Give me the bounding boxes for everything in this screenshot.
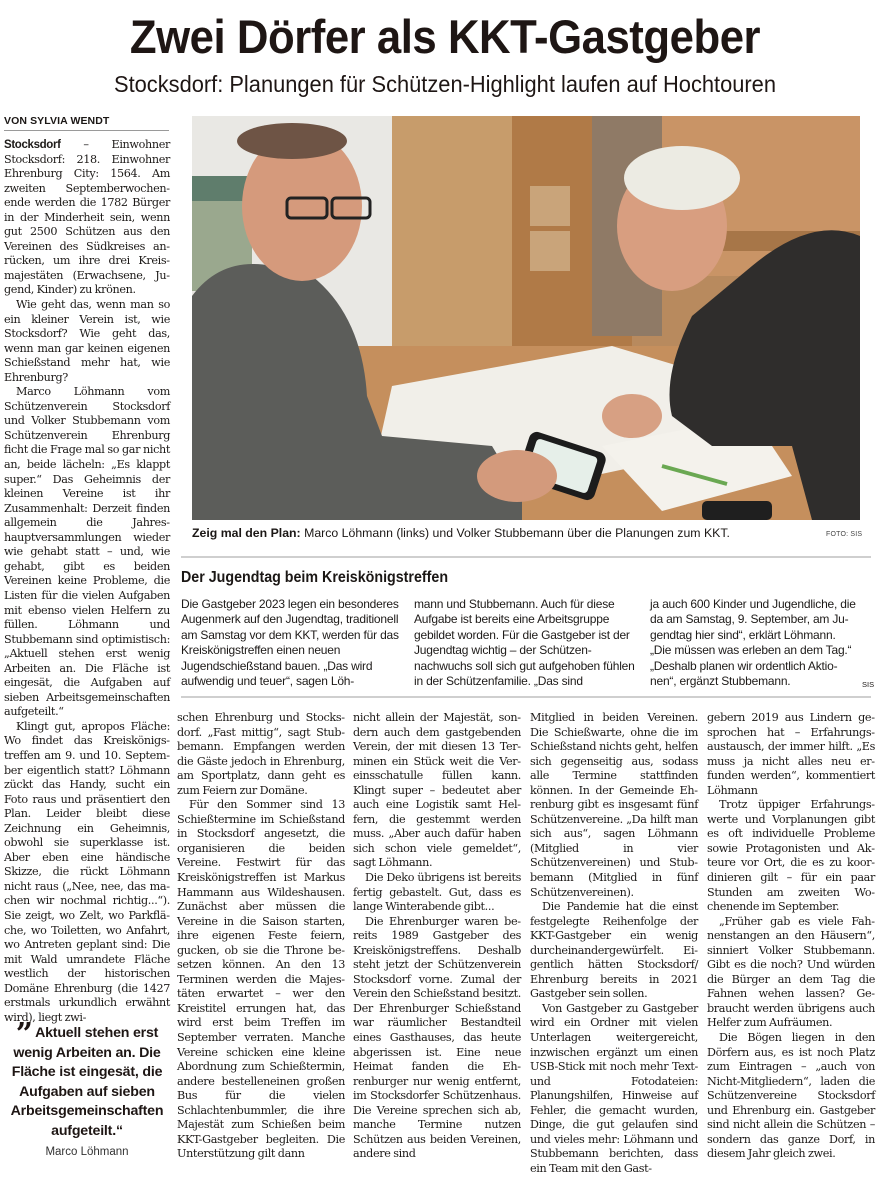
lead-text: – Einwohner Stocksdorf: 218. Einwohner Ehrenburg City: 1564. Am zweiten Septemberwochenende werden die 1782 Bürger in der Minderheit sein, wenn gut 2500 Schützen aus den Vereinen des Südkreises anrücken, um ihre drei Kreismajestäten (Erwachsene, Jugend, Kinder) zu krönen.: [4, 138, 170, 297]
infobox-bottom-divider: [181, 696, 871, 698]
paragraph: Die Deko übrigens ist bereits fertig gebastelt. Gut, dass es lange Winterabende gibt...: [353, 871, 521, 914]
infobox-title: Der Jugendtag beim Kreiskönigstreffen: [181, 569, 449, 586]
paragraph: schen Ehrenburg und Stocksdorf. „Fast mittig“, sagt Stubbemann. Empfangen werden die Gäste jedoch in Ehrenburg, am Sportplatz, dann geht es zum Feiern zur Domäne.: [177, 711, 345, 797]
quote-mark-icon: ”: [15, 1017, 31, 1052]
infobox-top-divider: [181, 556, 871, 558]
photo-illustration: [192, 116, 860, 520]
infobox-column-2: mann und Stubbemann. Auch für diese Aufgabe ist bereits eine Arbeitsgruppe gebildet worden. Für die Gastgeber ist der Jugendtag wichtig – der Schützennachwuchs soll sich gut aufgehoben fühlen in der Schützenfamilie. „Das sind: [414, 597, 635, 689]
infobox-column-3: ja auch 600 Kinder und Jugendliche, die da am Samstag, 9. September, am Jugendtag hier sind“, erklärt Löhmann. „Die müssen was erleben an dem Tag.“ „Deshalb planen wir ordentlich Aktionen“, ergänzt Stubbemann.: [650, 597, 856, 689]
paragraph: Die Pandemie hat die einst festgelegte Reihenfolge der KKT-Gastgeber ein wenig durcheinandergewürfelt. Eigentlich hätten Stocksdorf/ Ehrenburg bereits in 2021 Gastgeber sein sollen.: [530, 900, 698, 1001]
paragraph: Wie geht das, wenn man so ein kleiner Verein ist, wie Stocksdorf? Wie geht das, wenn man gar keinen eigenen Schießstand mehr hat, wie Ehrenburg?: [4, 298, 170, 384]
caption-lead: Zeig mal den Plan:: [192, 526, 301, 540]
infobox-column-1: Die Gastgeber 2023 legen ein besonderes Augenmerk auf den Jugendtag, traditionell am Samstag vor dem KKT, werden für das Kreiskönigstreffen einen neuen Jugendschießstand bauen. „Das wird aufwendig und teuer“, sagen Löh-: [181, 597, 399, 689]
paragraph: Von Gastgeber zu Gastgeber wird ein Ordner mit vielen Unterlagen weitergereicht, inzwischen ergänzt um einen USB-Stick mit noch mehr Text- und Fotodateien: Planungshilfen, Hinweise auf Fehler, die gemacht wurden, Dinge, die gut gelaufen sind und vieles mehr: Löhmann und Stubbemann berichten, dass ein Team mit den Gast-: [530, 1001, 698, 1175]
paragraph: nicht allein der Majestät, sondern auch dem gastgebenden Verein, der mit diesen 13 Terminen ein Stück weit die Vereinsschatulle füllen kann. Klingt super – bedeutet aber auch eine Logistik samt Helfern, die gestemmt werden muss. „Aber auch dafür haben sich schon viele gemeldet“, sagt Löhmann.: [353, 711, 521, 870]
pull-quote: [0, 1017, 174, 1160]
headline: Zwei Dörfer als KKT-Gastgeber: [129, 10, 761, 63]
article-column-3: [353, 711, 521, 1162]
byline: VON SYLVIA WENDT: [4, 115, 110, 127]
dateline: Stocksdorf: [4, 139, 61, 151]
paragraph: Marco Löhmann vom Schützenverein Stocksdorf und Volker Stubbemann vom Schützenverein Ehrenburg ficht die Frage mal so gar nicht an, beide lächeln: „Es klappt super.“ Das Geheimnis der kleinen Vereine ist ihr Zusammenhalt: Derzeit finden allgemein die Jahreshauptversammlungen wieder wie gehabt statt – und, wie gehabt, gibt es beiden Vereinen keine Probleme, die Listen für die vielen Aufgaben mit ebenso vielen Helfern zu füllen. Löhmann und Stubbemann sind optimistisch: „Aktuell stehen erst wenig Arbeiten an. Die Fläche ist eingesät, die Aufgaben auf sieben Arbeitsgemeinschaften aufgeteilt.“: [4, 385, 170, 719]
subheadline: Stocksdorf: Planungen für Schützen-Highlight laufen auf Hochtouren: [113, 71, 776, 97]
paragraph: gebern 2019 aus Lindern gesprochen hat – Erfahrungsaustausch, der immer hilft. „Es muss ja nicht alles neu erfunden werden“, kommentiert Löhmann: [707, 711, 875, 797]
article-column-2: [177, 711, 345, 1162]
paragraph: Die Ehrenburger waren bereits 1989 Gastgeber des Kreiskönigstreffens. Deshalb steht jetzt der Schützenverein Stocksdorf vorne. Zumal der Verein den Schießstand besitzt. Der Ehrenburger Schießstand war räumlicher Bestandteil eines Gasthauses, das heute abgerissen ist. Eine neue Heimat fanden die Ehrenburger nur wenig entfernt, im Stocksdorfer Schützenhaus. Die Vereine sprechen sich ab, manche Termine nutzen Schützen aus beiden Vereinen, andere sind: [353, 914, 521, 1161]
photo-credit: FOTO: SIS: [826, 531, 863, 538]
paragraph: Die Bögen liegen in den Dörfern aus, es ist noch Platz zum Eintragen – „auch von Nicht-Mitgliedern“, laden die Schützenvereine Stocksdorf und Ehrenburg ein. Gastgeber sind nicht allein die Schützen – sondern das ganze Dorf, in diesem Jahr gleich zwei.: [707, 1031, 875, 1161]
infobox-signature: SIS: [862, 680, 875, 689]
photo-caption: [192, 524, 812, 542]
paragraph: Mitglied in beiden Vereinen. Die Schießwarte, ohne die im Schießstand nichts geht, helfen sich gegenseitig aus, sodass alle Termine stattfinden können. In der Gemeinde Ehrenburg gibt es insgesamt fünf Schützenvereine. „Da hilft man sich aus“, sagen Löhmann (Mitglied in vier Schützenvereinen) und Stubbemann (Mitglied in fünf Schützenvereinen).: [530, 711, 698, 899]
paragraph: Trotz üppiger Erfahrungswerte und Vorplanungen gibt es oft individuelle Probleme sowie Protagonisten und Akteure vor Ort, die es zu koordinieren gilt – für ein paar Stunden am zweiten Wochenende im September.: [707, 798, 875, 914]
lead-paragraph: [4, 138, 170, 298]
article-column-1: [4, 138, 170, 1024]
caption-text: Marco Löhmann (links) und Volker Stubbemann über die Planungen zum KKT.: [300, 526, 730, 540]
paragraph: Klingt gut, apropos Fläche: Wo findet das Kreiskönigstreffen am 9. und 10. September eigentlich statt? Löhmann zückt das Handy, sucht ein Foto raus und präsentiert den Plan. Leider bleibt diese Zeichnung ein Geheimnis, obwohl sie superklasse ist. Aber eben eine händische Skizze, die rückt Löhmann nicht raus („Nee, nee, das machen wir nochmal richtig...“). Sie zeigt, wo Zelt, wo Parkfläche, wo Toiletten, wo Anfahrt, wo Antreten geplant sind: Die mit Wald umrandete Fläche westlich der historischen Domäne Ehrenburg (die 1427 erstmals urkundlich erwähnt wird), liegt zwi-: [4, 719, 170, 1024]
paragraph: „Früher gab es viele Fahnenstangen an den Häusern“, sinniert Volker Stubbemann. Gibt es die noch? Und würden die Bürger an dem Tag die Fahnen wehen lassen? Gebraucht werden übrigens auch Helfer zum Aufräumen.: [707, 914, 875, 1030]
article-column-5: [707, 711, 875, 1162]
paragraph: Für den Sommer sind 13 Schießtermine im Schießstand in Stocksdorf angesetzt, die organisieren die beiden Vereine. Festwirt für das Kreiskönigstreffen ist Markus Hammann aus Wildeshausen. Zunächst aber müssen die Vereine in die Saison starten, ihre eigenen Feste feiern, gucken, ob sie die Throne besetzen können. An den 13 Terminen werden die Majestäten erwartet – wer den Kreistitel errungen hat, das wird erst beim Treffen im September verraten. Manche Vereine schicken eine kleine Abordnung zum Schießtermin, andere bestelleneinen großen Bus für die vielen Schlachtenbummler, die ihre Majestät zum Schießen beim KKT-Gastgeber begleiten. Die Unterstützung gilt dann: [177, 798, 345, 1161]
article-photo: [192, 116, 860, 520]
pull-quote-text: Aktuell stehen erst wenig Arbeiten an. Die Fläche ist eingesät, die Aufgaben auf sieben Arbeitsgemeinschaften aufgeteilt.“: [10, 1025, 164, 1139]
pull-quote-author: Marco Löhmann: [45, 1146, 129, 1159]
pull-quote-body: [0, 1017, 174, 1141]
byline-divider: [4, 130, 169, 131]
article-column-4: [530, 711, 698, 1177]
